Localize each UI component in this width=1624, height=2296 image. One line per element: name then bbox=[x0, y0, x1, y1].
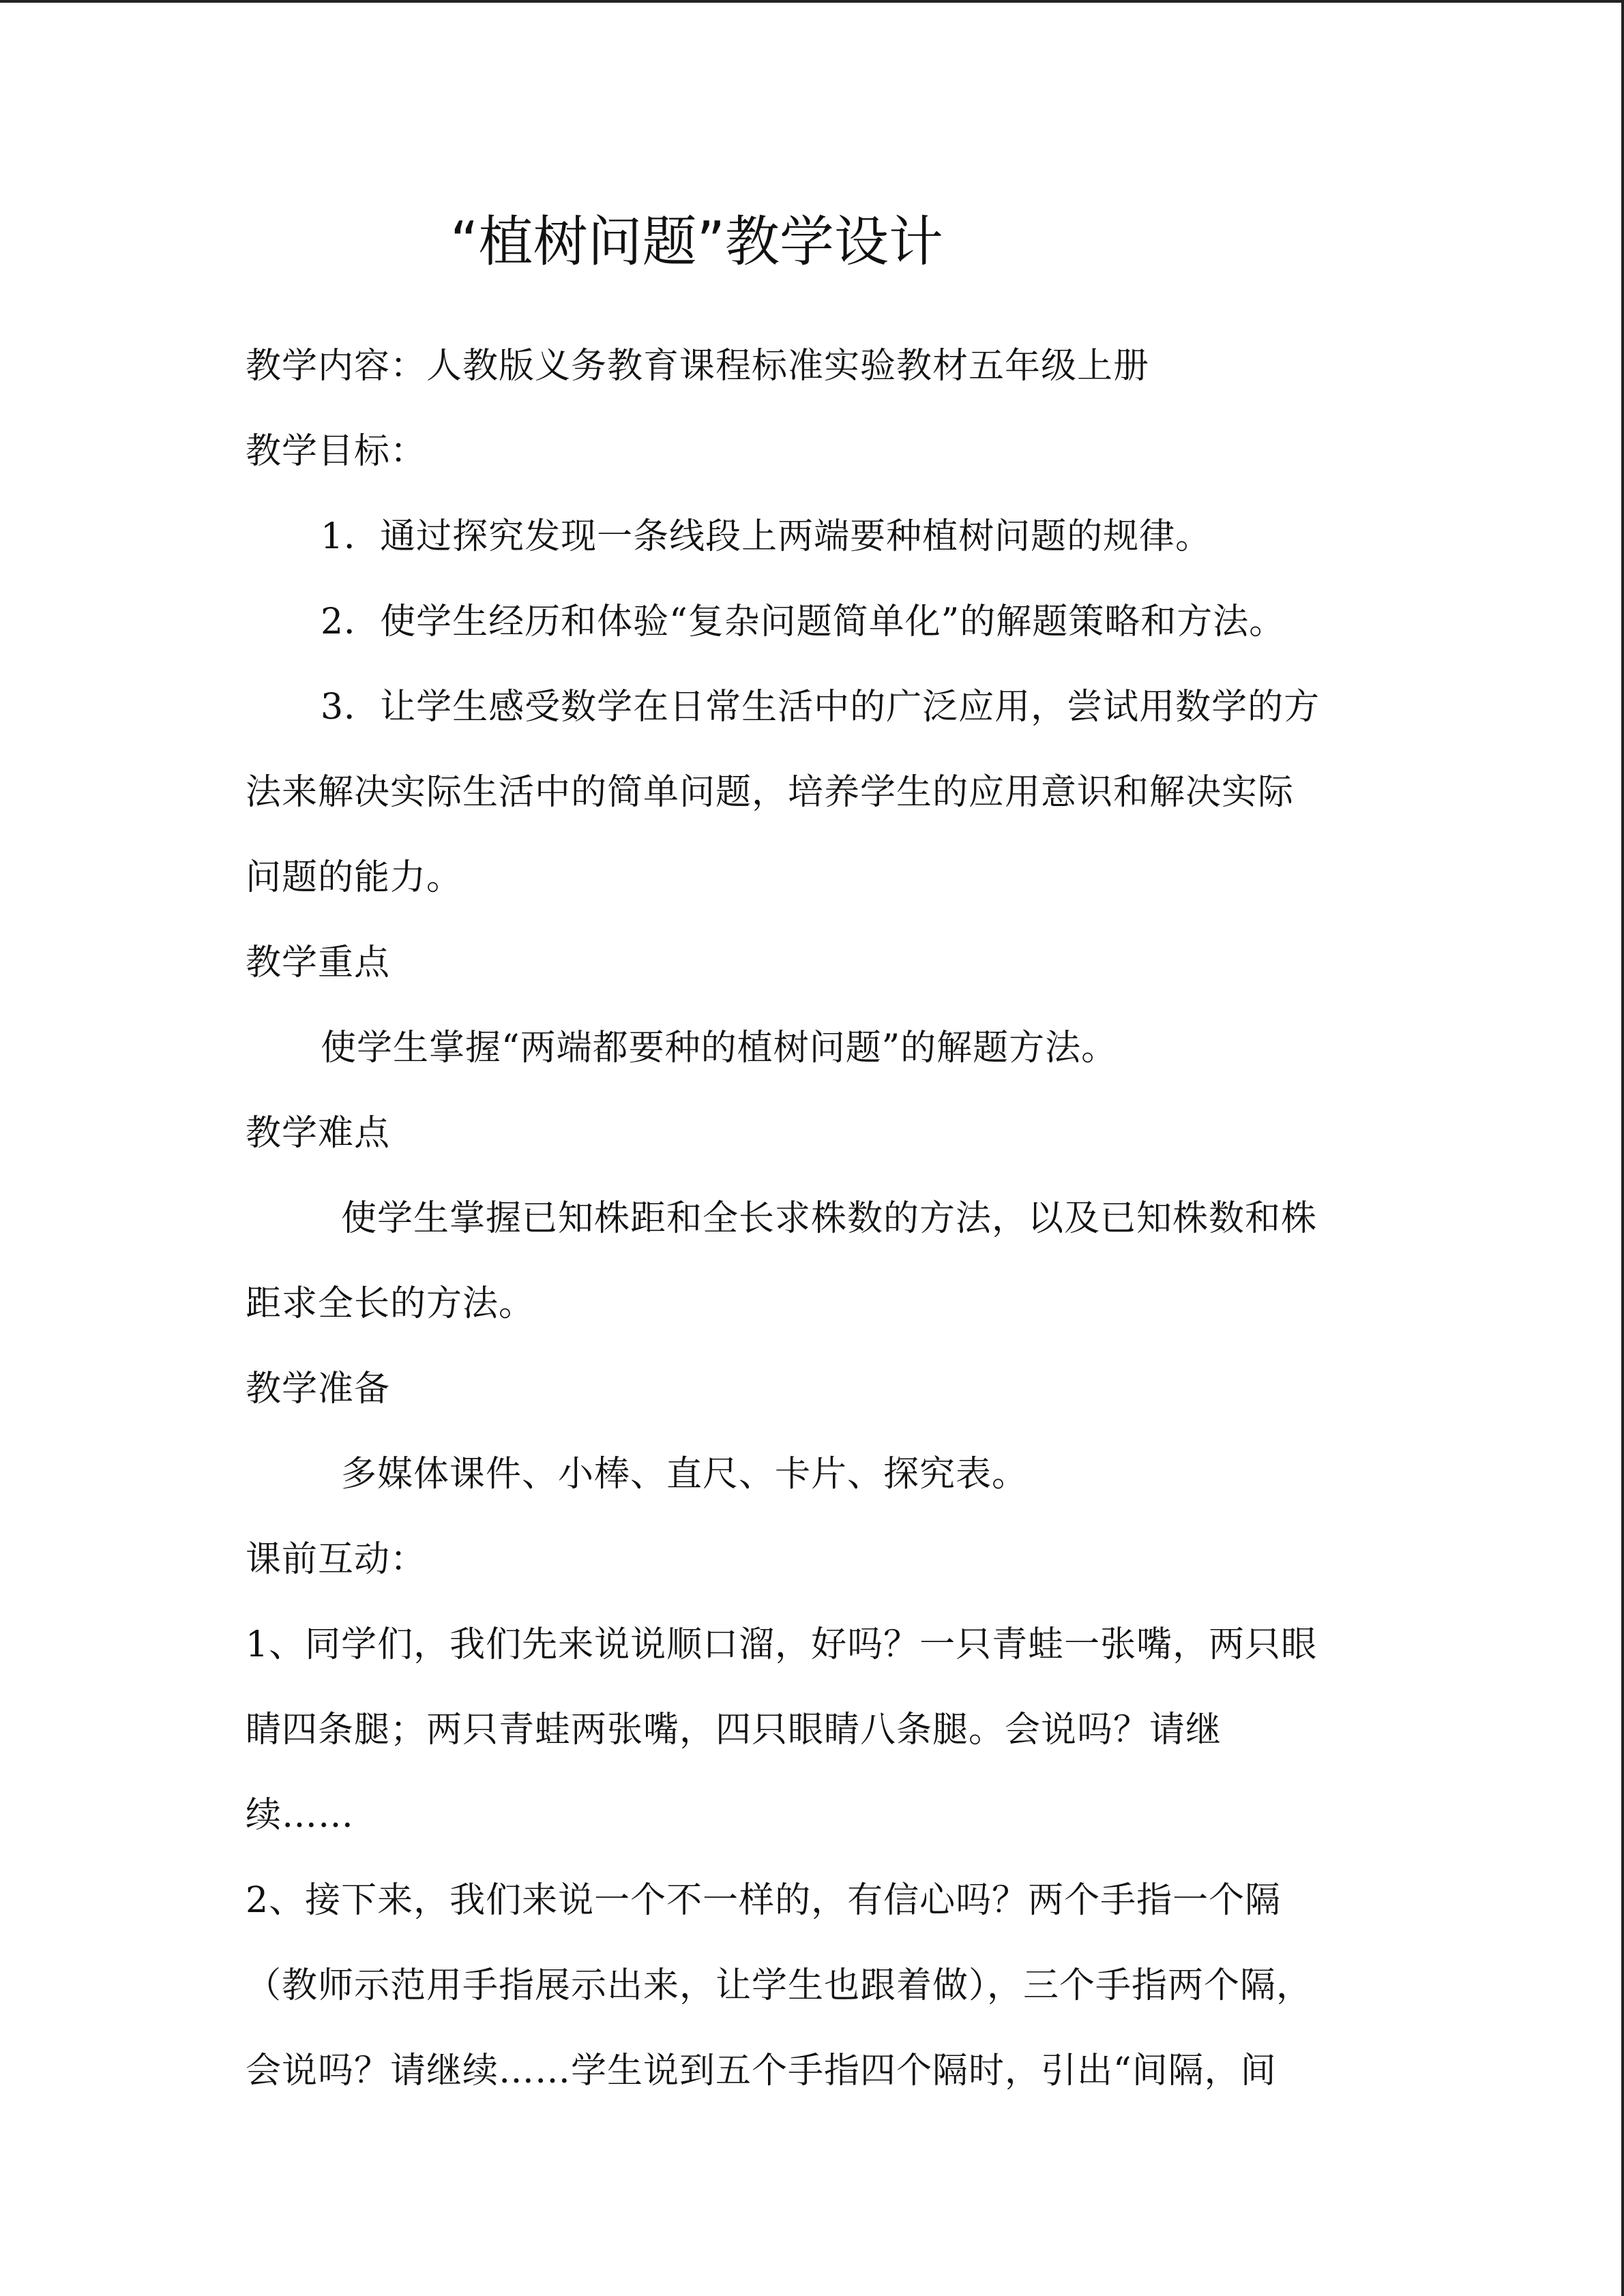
activity-1-line-3: 续…… bbox=[246, 1795, 355, 1836]
page-border-top bbox=[0, 0, 1624, 3]
teaching-content-line: 教学内容：人教版义务教育课程标准实验教材五年级上册 bbox=[246, 346, 1150, 387]
goal-3-line-2: 法来解决实际生活中的简单问题，培养学生的应用意识和解决实际 bbox=[246, 772, 1295, 813]
preparation-text: 多媒体课件、小棒、直尺、卡片、探究表。 bbox=[341, 1454, 1029, 1495]
goal-3-line-1: 3．让学生感受数学在日常生活中的广泛应用，尝试用数学的方 bbox=[321, 687, 1320, 728]
activity-1-line-2: 睛四条腿；两只青蛙两张嘴，四只眼睛八条腿。会说吗？请继 bbox=[246, 1710, 1222, 1750]
goal-1: 1．通过探究发现一条线段上两端要种植树问题的规律。 bbox=[321, 516, 1212, 557]
difficulty-line-2: 距求全长的方法。 bbox=[246, 1283, 535, 1324]
document-title: “植树问题”教学设计 bbox=[450, 210, 943, 273]
activity-2-line-3: 会说吗？请继续……学生说到五个手指四个隔时，引出“间隔，间 bbox=[246, 2051, 1277, 2091]
activity-1-line-1: 1、同学们，我们先来说说顺口溜，好吗？一只青蛙一张嘴，两只眼 bbox=[246, 1624, 1318, 1665]
pre-class-heading: 课前互动： bbox=[246, 1539, 427, 1580]
teaching-goals-heading: 教学目标： bbox=[246, 431, 427, 472]
key-point-text: 使学生掌握“两端都要种的植树问题”的解题方法。 bbox=[321, 1028, 1118, 1069]
activity-2-line-2: （教师示范用手指展示出来，让学生也跟着做），三个手指两个隔， bbox=[246, 1965, 1313, 2006]
preparation-heading: 教学准备 bbox=[246, 1369, 391, 1410]
difficulty-line-1: 使学生掌握已知株距和全长求株数的方法，以及已知株数和株 bbox=[341, 1198, 1318, 1239]
activity-2-line-1: 2、接下来，我们来说一个不一样的，有信心吗？两个手指一个隔 bbox=[246, 1880, 1282, 1921]
difficulty-heading: 教学难点 bbox=[246, 1113, 391, 1154]
page-border-right bbox=[1621, 0, 1624, 2296]
goal-2: 2．使学生经历和体验“复杂问题简单化”的解题策略和方法。 bbox=[321, 601, 1286, 642]
goal-3-line-3: 问题的能力。 bbox=[246, 857, 463, 898]
key-point-heading: 教学重点 bbox=[246, 942, 391, 983]
